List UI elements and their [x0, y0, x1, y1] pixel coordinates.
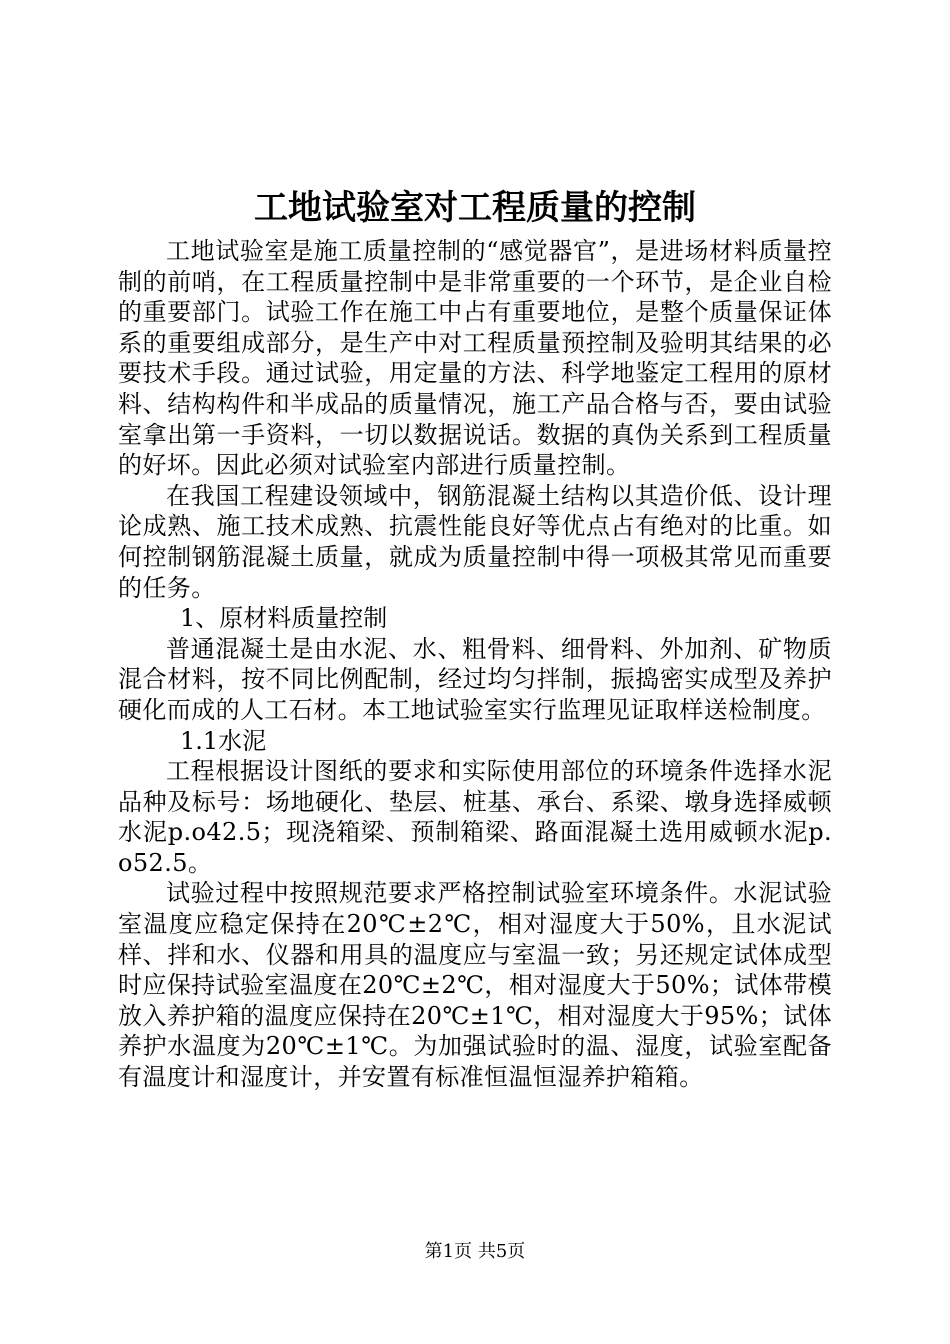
section-heading-cement: 1.1水泥: [180, 726, 267, 755]
document-body: [118, 236, 832, 1093]
paragraph-test-conditions: 试验过程中按照规范要求严格控制试验室环境条件。水泥试验室温度应稳定保持在20℃±2℃，相对湿度大于50%，且水泥试样、拌和水、仪器和用具的温度应与室温一致；另还规定试体成型时应保持试验室温度在20℃±2℃，相对湿度大于50%；试体带模放入养护箱的温度应保持在20℃±1℃，相对湿度大于95%；试体养护水温度为20℃±1℃。为加强试验时的温、湿度，试验室配备有温度计和湿度计，并安置有标准恒温恒湿养护箱箱。: [118, 879, 832, 1092]
section-heading-raw-materials: 1、原材料质量控制: [180, 604, 388, 633]
paragraph-intro: 工地试验室是施工质量控制的“感觉器官”，是进场材料质量控制的前哨，在工程质量控制中是非常重要的一个环节，是企业自检的重要部门。试验工作在施工中占有重要地位，是整个质量保证体系的重要组成部分，是生产中对工程质量预控制及验明其结果的必要技术手段。通过试验，用定量的方法、科学地鉴定工程用的原材料、结构构件和半成品的质量情况，施工产品合格与否，要由试验室拿出第一手资料，一切以数据说话。数据的真伪关系到工程质量的好坏。因此必须对试验室内部进行质量控制。: [118, 237, 832, 480]
paragraph-background: 在我国工程建设领域中，钢筋混凝土结构以其造价低、设计理论成熟、施工技术成熟、抗震性能良好等优点占有绝对的比重。如何控制钢筋混凝土质量，就成为质量控制中得一项极其常见而重要的任务。: [118, 481, 832, 602]
document-title: 工地试验室对工程质量的控制: [254, 188, 696, 228]
paragraph-cement-selection: 工程根据设计图纸的要求和实际使用部位的环境条件选择水泥品种及标号：场地硬化、垫层、桩基、承台、系梁、墩身选择威顿水泥p.o42.5；现浇箱梁、预制箱梁、路面混凝土选用威顿水泥p.o52.5。: [118, 757, 832, 877]
page-footer: 第1页 共5页: [424, 1241, 526, 1262]
paragraph-concrete: 普通混凝土是由水泥、水、粗骨料、细骨料、外加剂、矿物质混合材料，按不同比例配制，经过均匀拌制，振捣密实成型及养护硬化而成的人工石材。本工地试验室实行监理见证取样送检制度。: [118, 634, 832, 724]
